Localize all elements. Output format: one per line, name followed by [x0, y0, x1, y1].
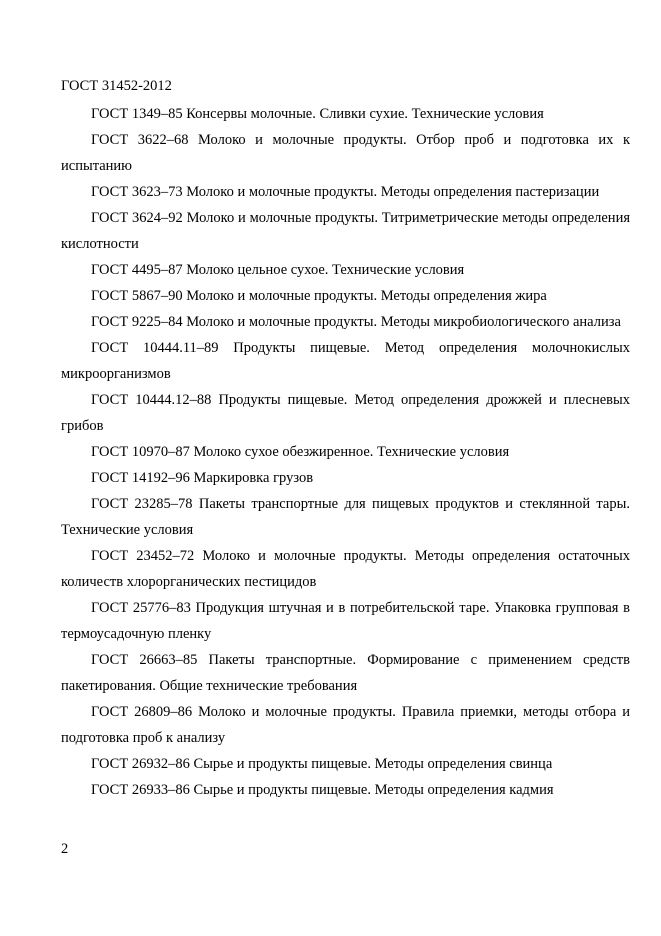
- reference-item: ГОСТ 10444.11–89 Продукты пищевые. Метод определения молочнокислых микроорганизмов: [61, 340, 630, 382]
- reference-item: ГОСТ 10444.12–88 Продукты пищевые. Метод определения дрожжей и плесневых грибов: [61, 392, 630, 434]
- reference-item: ГОСТ 9225–84 Молоко и молочные продукты. Методы микробиологического анализа: [91, 314, 621, 330]
- reference-item: ГОСТ 26933–86 Сырье и продукты пищевые. Методы определения кадмия: [91, 782, 554, 798]
- reference-item: ГОСТ 23285–78 Пакеты транспортные для пищевых продуктов и стеклянной тары. Технические условия: [61, 496, 630, 538]
- reference-item: ГОСТ 26663–85 Пакеты транспортные. Формирование с применением средств пакетирования. Общие технические требования: [61, 652, 630, 694]
- reference-item: ГОСТ 5867–90 Молоко и молочные продукты. Методы определения жира: [91, 288, 547, 304]
- reference-item: ГОСТ 3622–68 Молоко и молочные продукты. Отбор проб и подготовка их к испытанию: [61, 132, 630, 174]
- document-code-header: ГОСТ 31452-2012: [61, 78, 172, 94]
- reference-item: ГОСТ 23452–72 Молоко и молочные продукты. Методы определения остаточных количеств хлорорганических пестицидов: [61, 548, 630, 590]
- reference-item: ГОСТ 26809–86 Молоко и молочные продукты. Правила приемки, методы отбора и подготовка проб к анализу: [61, 704, 630, 746]
- reference-item: ГОСТ 26932–86 Сырье и продукты пищевые. Методы определения свинца: [91, 756, 553, 772]
- reference-item: ГОСТ 10970–87 Молоко сухое обезжиренное. Технические условия: [91, 444, 510, 460]
- page-number: 2: [61, 841, 69, 857]
- reference-item: ГОСТ 3623–73 Молоко и молочные продукты. Методы определения пастеризации: [91, 184, 600, 200]
- normative-references-list: [61, 101, 630, 803]
- reference-item: ГОСТ 14192–96 Маркировка грузов: [91, 470, 314, 486]
- reference-item: ГОСТ 3624–92 Молоко и молочные продукты. Титриметрические методы определения кислотности: [61, 210, 630, 252]
- reference-item: ГОСТ 25776–83 Продукция штучная и в потребительской таре. Упаковка групповая в термоусадочную пленку: [61, 600, 630, 642]
- reference-item: ГОСТ 1349–85 Консервы молочные. Сливки сухие. Технические условия: [91, 106, 544, 122]
- reference-item: ГОСТ 4495–87 Молоко цельное сухое. Технические условия: [91, 262, 465, 278]
